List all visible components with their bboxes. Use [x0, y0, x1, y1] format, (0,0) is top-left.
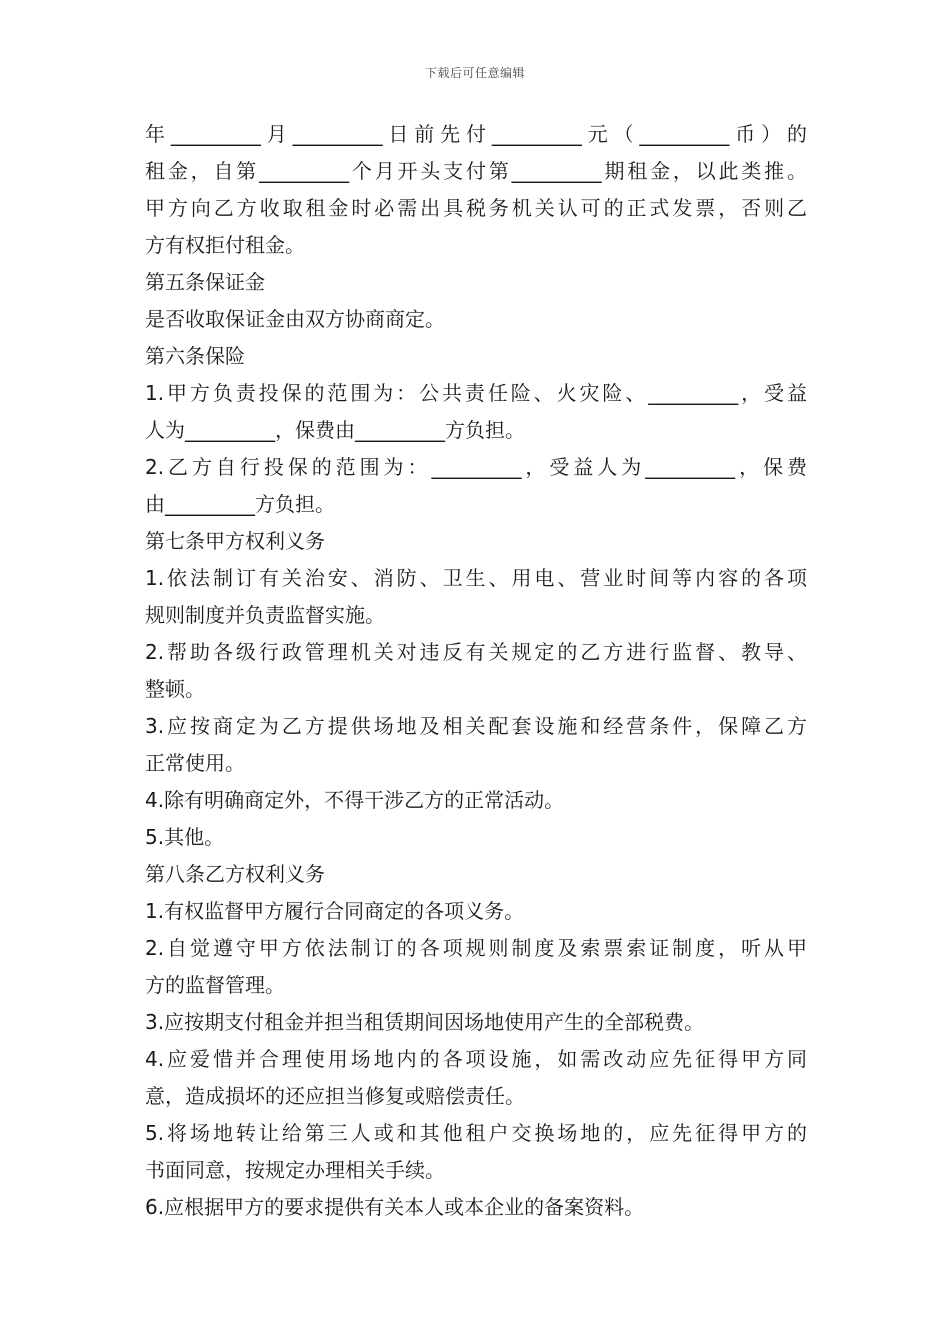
- text-line: 人为_________，保费由_________方负担。: [145, 418, 525, 442]
- section-heading: 第八条乙方权利义务: [145, 862, 325, 886]
- text-line: 3.应按期支付租金并担当租赁期间因场地使用产生的全部税费。: [145, 1010, 705, 1034]
- text-line: 2.乙方自行投保的范围为：_________，受益人为_________，保费: [145, 455, 807, 479]
- section-heading: 第六条保险: [145, 344, 245, 368]
- text-line: 整顿。: [145, 677, 205, 701]
- text-line: 4.除有明确商定外，不得干涉乙方的正常活动。: [145, 788, 565, 812]
- section-heading: 第五条保证金: [145, 270, 265, 294]
- text-line: 4.应爱惜并合理使用场地内的各项设施，如需改动应先征得甲方同: [145, 1047, 807, 1071]
- text-line: 方的监督管理。: [145, 973, 285, 997]
- text-line: 规则制度并负责监督实施。: [145, 603, 385, 627]
- text-line: 5.其他。: [145, 825, 225, 849]
- text-line: 年_________月_________日前先付_________元（_________币）的: [145, 122, 807, 146]
- text-line: 2.自觉遵守甲方依法制订的各项规则制度及索票索证制度，听从甲: [145, 936, 807, 960]
- text-line: 由_________方负担。: [145, 492, 335, 516]
- text-line: 方有权拒付租金。: [145, 233, 305, 257]
- text-line: 租金，自第_________个月开头支付第_________期租金，以此类推。: [145, 159, 807, 183]
- text-line: 是否收取保证金由双方协商商定。: [145, 307, 445, 331]
- text-line: 意，造成损坏的还应担当修复或赔偿责任。: [145, 1084, 525, 1108]
- text-line: 6.应根据甲方的要求提供有关本人或本企业的备案资料。: [145, 1195, 645, 1219]
- text-line: 1.依法制订有关治安、消防、卫生、用电、营业时间等内容的各项: [145, 566, 807, 590]
- section-heading: 第七条甲方权利义务: [145, 529, 325, 553]
- text-line: 1.有权监督甲方履行合同商定的各项义务。: [145, 899, 525, 923]
- page-header: 下载后可任意编辑: [424, 66, 525, 80]
- text-line: 2.帮助各级行政管理机关对违反有关规定的乙方进行监督、教导、: [145, 640, 807, 664]
- document-body: [145, 116, 807, 1226]
- text-line: 正常使用。: [145, 751, 245, 775]
- text-line: 3.应按商定为乙方提供场地及相关配套设施和经营条件，保障乙方: [145, 714, 807, 738]
- text-line: 书面同意，按规定办理相关手续。: [145, 1158, 445, 1182]
- text-line: 1.甲方负责投保的范围为：公共责任险、火灾险、_________，受益: [145, 381, 807, 405]
- text-line: 甲方向乙方收取租金时必需出具税务机关认可的正式发票，否则乙: [145, 196, 807, 220]
- text-line: 5.将场地转让给第三人或和其他租户交换场地的，应先征得甲方的: [145, 1121, 807, 1145]
